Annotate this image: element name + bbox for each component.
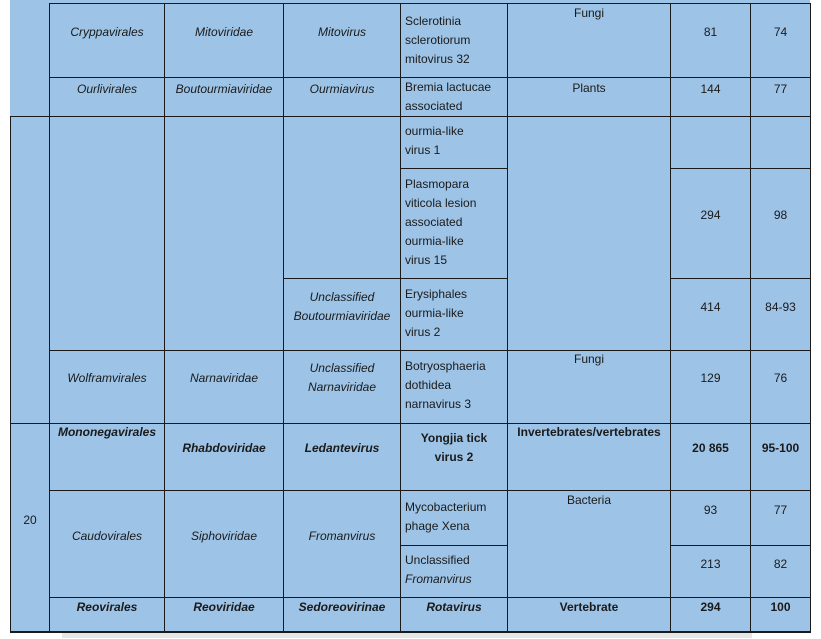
order-cell: Wolframvirales (67, 370, 147, 385)
page-edge-shadow (62, 633, 752, 638)
virus-line: associated (405, 99, 463, 113)
length-cell: 294 (700, 207, 721, 222)
group-number: 20 (23, 512, 37, 527)
col-line (10, 116, 11, 633)
virus-line: Yongjia tick (420, 431, 488, 445)
order-cell: Mononegavirales (57, 425, 157, 439)
virus-cell (401, 78, 507, 116)
genus-cell: Ledantevirus (304, 440, 380, 455)
host-cell: Plants (572, 80, 606, 95)
order-cell: Ourlivirales (76, 81, 137, 96)
family-cell: Rhabdoviridae (182, 440, 266, 455)
family-cell: Siphoviridae (190, 528, 258, 543)
host-cell: Fungi (573, 6, 605, 20)
identity-cell: 82 (773, 556, 788, 571)
identity-cell: 95-100 (761, 440, 800, 455)
virus-line: ourmia-like (405, 305, 464, 320)
virus-line: Bremia lactucae (405, 80, 492, 94)
host-cell: Vertebrate (559, 599, 619, 614)
genus-cell (284, 351, 400, 405)
host-cell: Bacteria (566, 493, 612, 507)
genus-line: Narnaviridae (307, 380, 377, 394)
genus-cell: Mitovirus (317, 24, 366, 39)
virus-line: phage Xena (405, 519, 470, 533)
virus-cell: Rotavirus (426, 599, 482, 614)
identity-cell: 76 (773, 370, 788, 385)
length-cell: 414 (700, 299, 721, 314)
length-cell: 294 (700, 599, 721, 614)
length-cell: 93 (703, 502, 718, 517)
virus-cell (401, 277, 507, 349)
order-cell: Reovirales (76, 599, 138, 614)
virus-line: virus 1 (405, 143, 441, 157)
host-cell: Fungi (573, 352, 605, 366)
virus-line: Fromanvirus (405, 572, 472, 586)
virus-cell (401, 114, 507, 168)
identity-cell: 77 (773, 502, 788, 517)
genus-cell: Sedoreovirinae (298, 599, 386, 614)
virus-cell (401, 167, 507, 277)
family-cell: Mitoviridae (194, 24, 254, 39)
virus-line: ourmia-like (405, 124, 464, 138)
family-cell: Boutourmiaviridae (175, 81, 273, 96)
virus-line: associated (405, 214, 463, 229)
genus-line: Unclassified (309, 361, 375, 375)
length-cell: 213 (700, 556, 721, 571)
order-cell: Caudovirales (71, 528, 143, 543)
genus-cell: Ourmiavirus (309, 81, 375, 96)
virus-line: Botryosphaeria (405, 358, 486, 373)
virus-cell (401, 543, 507, 597)
length-cell: 20 865 (692, 440, 729, 455)
genus-line: Unclassified (309, 290, 375, 304)
genus-cell (284, 279, 400, 335)
virus-line: Mycobacterium (405, 500, 487, 514)
virus-line: ourmia-like (405, 233, 464, 248)
virus-line: Sclerotinia (405, 13, 462, 28)
length-cell: 81 (703, 24, 718, 39)
length-cell: 144 (700, 81, 721, 96)
family-cell: Narnaviridae (189, 370, 259, 385)
identity-cell: 100 (770, 599, 791, 614)
virus-line: virus 2 (405, 324, 441, 339)
row-line (10, 631, 811, 633)
identity-cell: 84-93 (765, 299, 796, 314)
virus-line: virus 2 (434, 450, 474, 464)
virus-cell (401, 428, 507, 468)
virus-line: sclerotiorum (405, 32, 471, 47)
virus-cell (401, 349, 507, 421)
identity-cell: 77 (773, 81, 788, 96)
virus-line: dothidea (405, 377, 452, 392)
host-cell: Invertebrates/vertebrates (517, 425, 661, 439)
length-cell: 129 (700, 370, 721, 385)
col-line (810, 3, 811, 633)
virus-cell (401, 4, 507, 76)
identity-cell: 98 (773, 207, 788, 222)
virus-line: narnavirus 3 (405, 396, 472, 411)
order-cell: Cryppavirales (70, 24, 144, 39)
virus-line: Plasmopara (405, 176, 470, 191)
family-cell: Reoviridae (193, 599, 255, 614)
identity-cell: 74 (773, 24, 788, 39)
virus-line: Unclassified (405, 553, 470, 567)
genus-line: Boutourmiaviridae (293, 309, 391, 323)
genus-cell: Fromanvirus (308, 528, 376, 543)
virus-line: Erysiphales (405, 286, 468, 301)
virus-line: viticola lesion (405, 195, 477, 210)
virus-line: virus 15 (405, 252, 448, 267)
virus-cell (401, 489, 507, 545)
virus-line: mitovirus 32 (405, 51, 470, 66)
